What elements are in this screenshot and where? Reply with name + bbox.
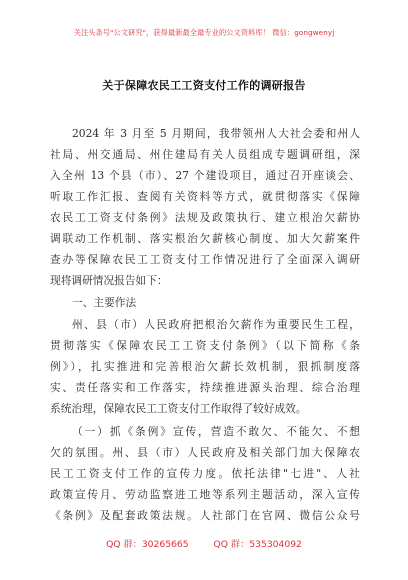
paragraph-line: 现将调研情况报告如下：: [50, 274, 168, 287]
top-banner: 关注头条号"公文研究"，获得最新最全最专业的公文资料库！ 微信：gongwenyj: [73, 28, 335, 37]
paragraph-line: 入全州 13 个县（市）、27 个建设项目，通过召开座谈会、: [50, 169, 360, 182]
paragraph-line: 实、责任落实和工作落实，持续推进源头治理、综合治理: [50, 381, 360, 394]
paragraph-line: 《条例》及配套政策法规。人社部门在官网、微信公众号: [50, 509, 360, 522]
paragraph-line: 查办等保障农民工工资支付工作情况进行了全面深入调研: [50, 253, 360, 266]
paragraph-line: 2024 年 3 月至 5 月期间，我带领州人大社会委和州人: [72, 127, 360, 140]
paragraph-line: 听取工作汇报、查阅有关资料等方式，就贯彻落实《保障: [50, 190, 360, 203]
section-heading: 一、主要作法: [72, 296, 137, 309]
qq-group-b: QQ 群：535304092: [213, 539, 302, 550]
footer: [0, 536, 408, 550]
paragraph-line: 调联动工作机制、落实根治欠薪核心制度、加大欠薪案件: [50, 232, 360, 245]
qq-group-a: QQ 群：30265665: [106, 539, 189, 550]
paragraph-line: 社局、州交通局、州住建局有关人员组成专题调研组，深: [50, 148, 360, 161]
paragraph-line: 贯彻落实《保障农民工工资支付条例》（以下简称《条: [50, 339, 360, 352]
paragraph-line: 民工工资支付工作的宣传力度。依托法律"七进"、人社: [50, 467, 360, 480]
paragraph-line: 欠的氛围。州、县（市）人民政府及相关部门加大保障农: [50, 446, 360, 459]
document-title: 关于保障农民工工资支付工作的调研报告: [102, 79, 306, 92]
paragraph-line: 系统治理，保障农民工工资支付工作取得了较好成效。: [50, 402, 307, 415]
paragraph-line: 州、县（市）人民政府把根治欠薪作为重要民生工程，: [72, 318, 360, 331]
paragraph-line: 政策宣传月、劳动监察进工地等系列主题活动，深入宣传: [50, 488, 360, 501]
paragraph-line: 例》），扎实推进和完善根治欠薪长效机制，狠抓制度落: [50, 360, 360, 373]
paragraph-line: （一）抓《条例》宣传，营造不敢欠、不能欠、不想: [72, 425, 360, 438]
paragraph-line: 农民工工资支付条例》法规及政策执行、建立根治欠薪协: [50, 211, 360, 224]
